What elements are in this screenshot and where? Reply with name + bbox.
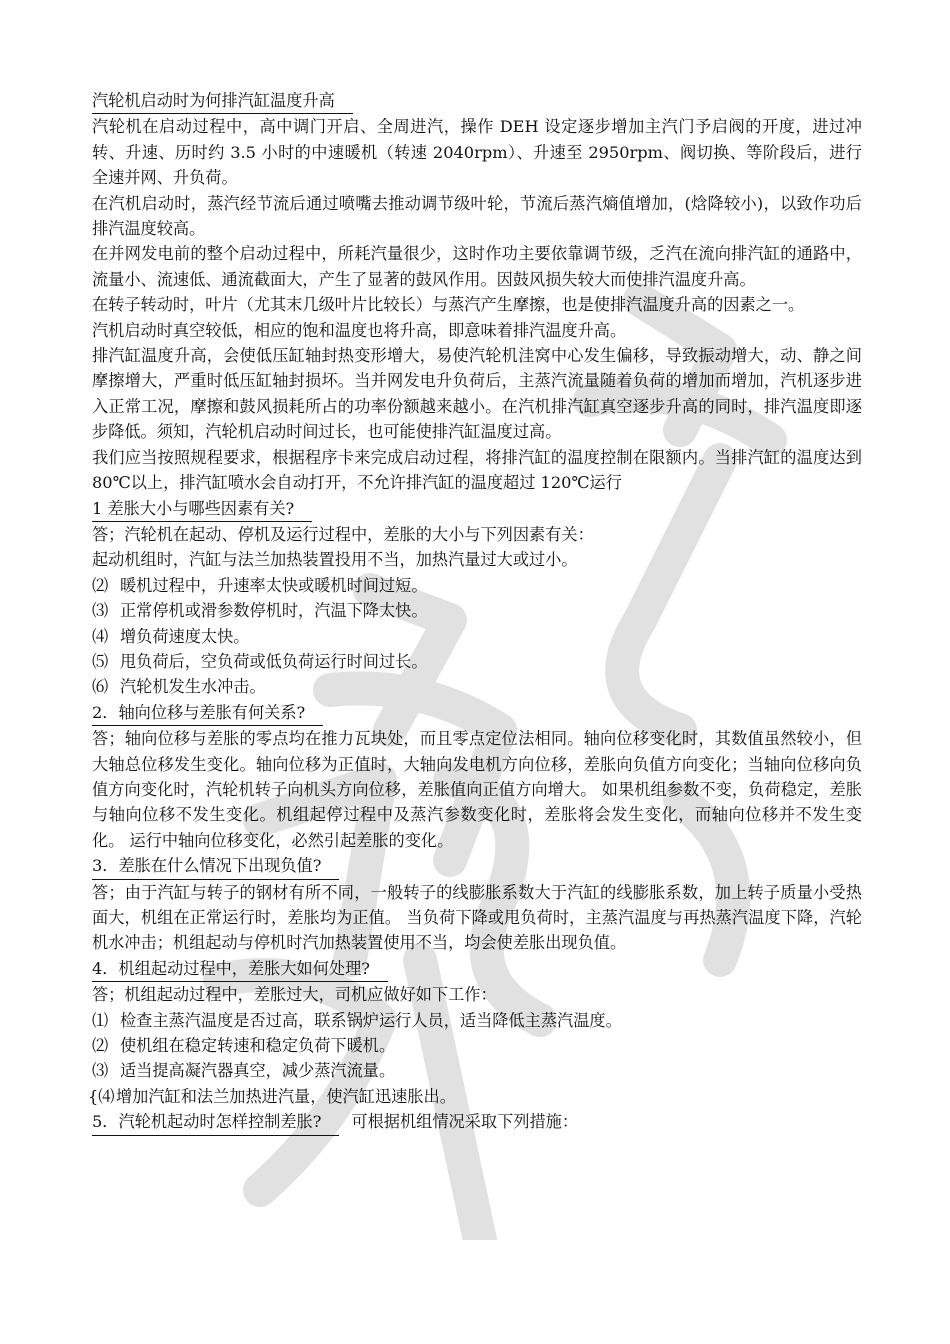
answer: 答；轴向位移与差胀的零点均在推力瓦块处，而且零点定位法相同。轴向位移变化时，其数值虽然较小，但大轴总位移发生变化。轴向位移为正值时，大轴向发电机方向位移，差胀向负值方向变化；当轴向位移向负值方向变化时，汽轮机转子向机头方向位移，差胀值向正值方向增大。 如果机组参数不变，负荷稳定，差胀与轴向位移不发生变化。机组起停过程中及蒸汽参数变化时，差胀将会发生变化，而轴向位移并不发生变化。 运行中轴向位移变化，必然引起差胀的变化。 <box>92 729 862 850</box>
list-item: ⑵ 使机组在稳定转速和稳定负荷下暖机。 <box>92 1036 396 1056</box>
section-title: 汽轮机启动时为何排汽缸温度升高 <box>92 88 353 114</box>
answer: 答；由于汽缸与转子的钢材有所不同，一般转子的线膨胀系数大于汽缸的线膨胀系数，加上转子质量小受热面大，机组在正常运行时，差胀均为正值。 当负荷下降或甩负荷时，主蒸汽温度与再热蒸汽温度下降，汽轮机水冲击；机组起动与停机时汽加热装置使用不当，均会使差胀出现负值。 <box>92 882 862 953</box>
list-item: ⑷ 增负荷速度太快。 <box>92 626 250 646</box>
paragraph: 在转子转动时，叶片（尤其末几级叶片比较长）与蒸汽产生摩擦，也是使排汽温度升高的因素之一。 <box>92 295 805 315</box>
answer-intro: 起动机组时，汽缸与法兰加热装置投用不当，加热汽量过大或过小。 <box>92 550 578 570</box>
paragraph: 在并网发电前的整个启动过程中，所耗汽量很少，这时作功主要依靠调节级，乏汽在流向排汽缸的通路中，流量小、流速低、通流截面大，产生了显著的鼓风作用。因鼓风损失较大而使排汽温度升高。 <box>92 244 862 289</box>
list-item: ⑸ 甩负荷后，空负荷或低负荷运行时间过长。 <box>92 651 428 671</box>
question-title: 4．机组起动过程中，差胀大如何处理? <box>92 956 388 982</box>
question-title: 5．汽轮机起动时怎样控制差胀? <box>92 1109 339 1135</box>
answer: 答；机组起动过程中，差胀过大，司机应做好如下工作： <box>92 985 497 1005</box>
list-item: ⑵ 暖机过程中，升速率太快或暖机时间过短。 <box>92 575 428 595</box>
question-title: 2．轴向位移与差胀有何关系? <box>92 700 323 726</box>
paragraph: 排汽缸温度升高，会使低压缸轴封热变形增大，易使汽轮机洼窝中心发生偏移，导致振动增大，动、静之间摩擦增大，严重时低压缸轴封损坏。当并网发电升负荷后，主蒸汽流量随着负荷的增加而增加，汽机逐步进入正常工况，摩擦和鼓风损耗所占的功率份额越来越小。在汽机排汽缸真空逐步升高的同时，排汽温度即逐步降低。须知，汽轮机启动时间过长，也可能使排汽缸温度过高。 <box>92 346 862 442</box>
list-item: ⑶ 适当提高凝汽器真空，减少蒸汽流量。 <box>92 1061 396 1081</box>
paragraph: 汽轮机在启动过程中，高中调门开启、全周进汽，操作 DEH 设定逐步增加主汽门予启阀的开度，进过冲转、升速、历时约 3.5 小时的中速暖机（转速 2040rpm）、升速至 2950rpm、阀切换、等阶段后，进行全速并网、升负荷。 <box>92 117 862 188</box>
list-item: ⑴ 检查主蒸汽温度是否过高，联系锅炉运行人员，适当降低主蒸汽温度。 <box>92 1010 622 1030</box>
document-body <box>88 88 862 1136</box>
question-title: 1 差胀大小与哪些因素有关? <box>92 496 312 522</box>
list-item: {⑷ 增加汽缸和法兰加热进汽量，使汽缸迅速胀出。 <box>88 1086 456 1106</box>
paragraph: 在汽机启动时，蒸汽经节流后通过喷嘴去推动调节级叶轮，节流后蒸汽熵值增加，(焓降较小)，以致作功后排汽温度较高。 <box>92 193 862 239</box>
list-item: ⑹ 汽轮机发生水冲击。 <box>92 677 266 697</box>
question-title: 3．差胀在什么情况下出现负值? <box>92 853 339 879</box>
question-extra: 可根据机组情况采取下列措施： <box>351 1112 579 1132</box>
answer: 答；汽轮机在起动、停机及运行过程中，差胀的大小与下列因素有关： <box>92 524 594 544</box>
list-item: ⑶ 正常停机或滑参数停机时，汽温下降太快。 <box>92 601 428 621</box>
paragraph: 我们应当按照规程要求，根据程序卡来完成启动过程，将排汽缸的温度控制在限额内。当排汽缸的温度达到 80℃以上，排汽缸喷水会自动打开，不允许排汽缸的温度超过 120℃运行 <box>92 447 862 493</box>
paragraph: 汽机启动时真空较低，相应的饱和温度也将升高，即意味着排汽温度升高。 <box>92 320 627 340</box>
